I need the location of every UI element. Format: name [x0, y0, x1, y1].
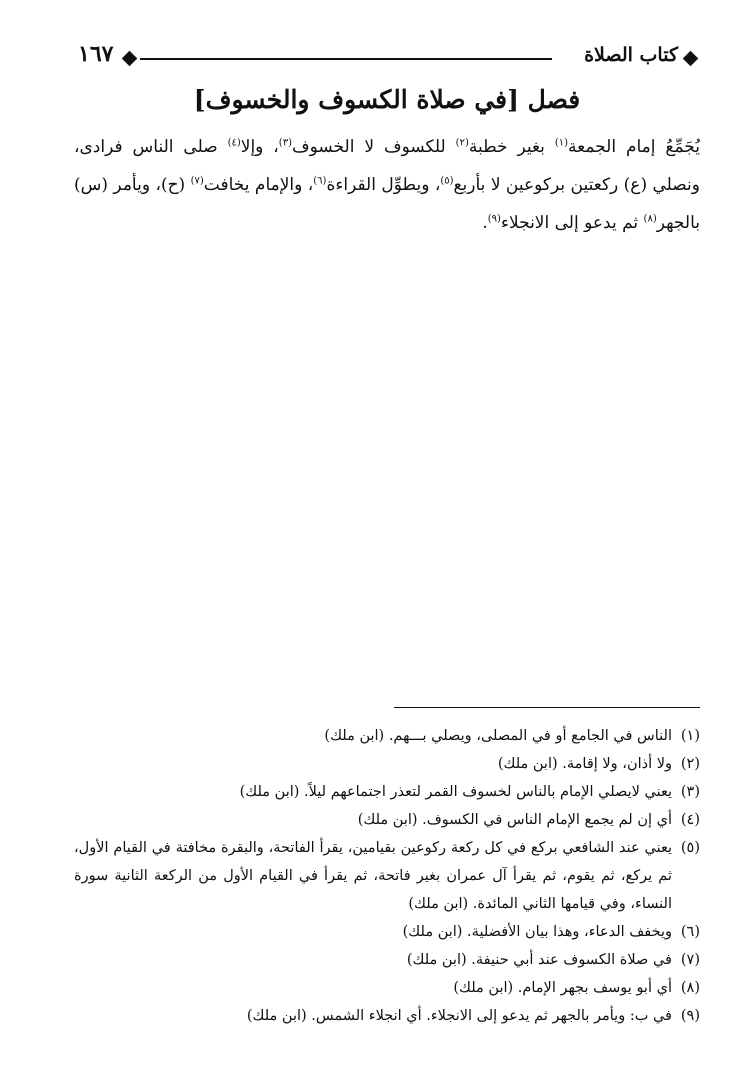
footnote-marker: (٦): [313, 175, 327, 187]
footnote-text: الناس في الجامع أو في المصلى، ويصلي بـــهم. (ابن ملك): [324, 728, 672, 744]
footnote-marker: (٥): [440, 175, 454, 187]
footnote-text: يعني عند الشافعي بركع في كل ركعة ركوعين بقيامين، يقرأ الفاتحة، والبقرة مخافتة في القيام الأول، ثم يركع، ثم يقوم، ثم يقرأ آل عمران بغير فاتحة، ثم يقرأ في القيام الأول من الركعة الثانية سورة النساء، وفي قيامها الثاني المائدة. (ابن ملك): [74, 840, 672, 912]
text-segment: ، والإمام يخافت: [203, 175, 314, 195]
footnote-item: [74, 806, 700, 834]
footnote-item: [74, 974, 700, 1002]
main-paragraph: [74, 128, 700, 242]
footnote-number: (٤): [680, 812, 700, 828]
text-segment: ثم يدعو إلى الانجلاء: [500, 213, 644, 233]
footnote-item: [74, 918, 700, 946]
footnote-text: أي إن لم يجمع الإمام الناس في الكسوف. (ابن ملك): [357, 812, 672, 828]
chapter-title: فصل [في صلاة الكسوف والخسوف]: [193, 85, 581, 114]
diamond-ornament-icon: [683, 51, 699, 67]
text-segment: (ح)، ويأمر (س) بالجهر: [74, 175, 700, 233]
text-segment: بغير خطبة: [468, 137, 555, 157]
footnote-text: ولا أذان، ولا إقامة. (ابن ملك): [497, 756, 672, 772]
footnote-number: (٥): [680, 840, 700, 856]
footnote-marker: (٩): [487, 213, 501, 225]
footnote-text: في ب: ويأمر بالجهر ثم يدعو إلى الانجلاء. أي انجلاء الشمس. (ابن ملك): [246, 1008, 672, 1024]
diamond-ornament-icon: [122, 51, 138, 67]
footnote-item: [74, 750, 700, 778]
footnote-item: [74, 834, 700, 918]
footnote-marker: (١): [554, 137, 569, 149]
footnote-item: [74, 778, 700, 806]
footnote-separator: [394, 707, 700, 708]
footnote-number: (٧): [680, 952, 700, 968]
footnote-number: (١): [680, 728, 700, 744]
footnote-number: (٣): [680, 784, 700, 800]
footnote-marker: (٣): [278, 137, 292, 149]
footnote-number: (٨): [680, 980, 700, 996]
book-title: كتاب الصلاة: [584, 44, 678, 66]
text-segment: ، ويطوِّل القراءة: [326, 175, 441, 195]
footnote-text: يعني لايصلي الإمام بالناس لخسوف القمر لتعذر اجتماعهم ليلاً. (ابن ملك): [239, 784, 672, 800]
header-rule: [140, 58, 552, 60]
text-segment: صلى الناس فرادى، ونصلي (ع) ركعتين بركوعين لا بأربع: [74, 137, 700, 195]
page-number: ١٦٧: [78, 41, 114, 67]
footnote-marker: (٢): [455, 137, 469, 149]
footnote-marker: (٤): [227, 137, 241, 149]
text-segment: ، وإلا: [240, 137, 279, 157]
text-segment: يُجَمِّعُ إمام الجمعة: [568, 137, 700, 157]
footnote-item: [74, 946, 700, 974]
footnote-text: في صلاة الكسوف عند أبي حنيفة. (ابن ملك): [406, 952, 672, 968]
footnote-item: [74, 1002, 700, 1030]
footnote-number: (٩): [680, 1008, 700, 1024]
running-header: [74, 41, 700, 74]
footnote-number: (٢): [680, 756, 700, 772]
footnote-marker: (٨): [643, 213, 657, 225]
footnote-text: ويخفف الدعاء، وهذا بيان الأفضلية. (ابن ملك): [402, 924, 672, 940]
footnotes: [74, 722, 700, 1030]
footnote-marker: (٧): [190, 175, 204, 187]
text-segment: للكسوف لا الخسوف: [291, 137, 456, 157]
footnote-text: أي أبو يوسف بجهر الإمام. (ابن ملك): [453, 980, 672, 996]
footnote-item: [74, 722, 700, 750]
footnote-number: (٦): [680, 924, 700, 940]
text-segment: .: [482, 213, 488, 233]
